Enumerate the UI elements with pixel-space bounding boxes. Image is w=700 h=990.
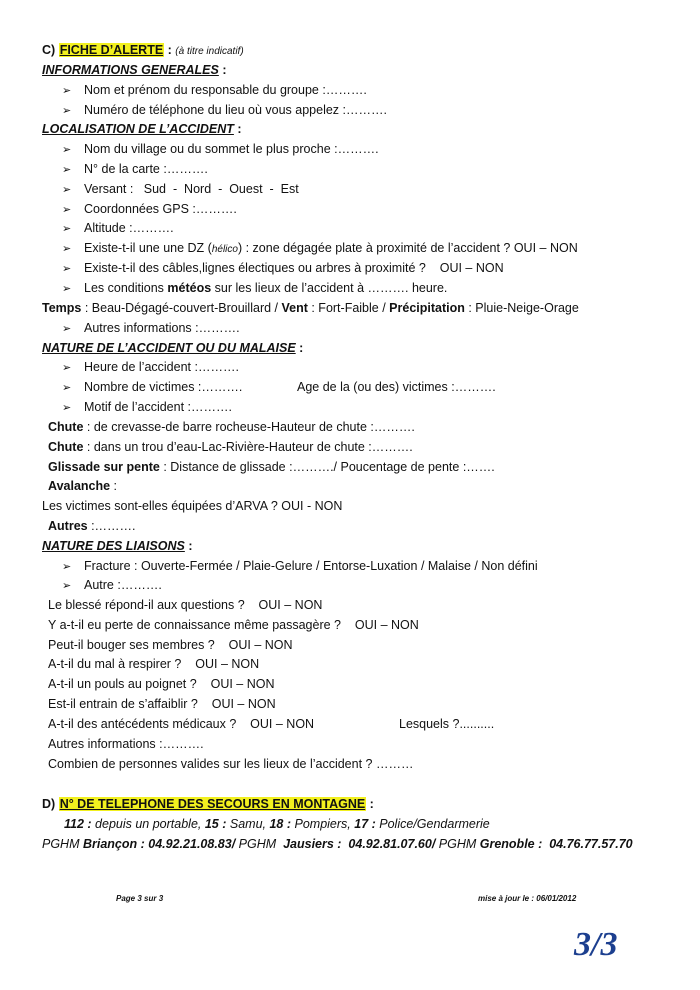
lesquels: Lesquels ?.......... xyxy=(399,717,495,731)
nature-accident-heading: NATURE DE L’ACCIDENT OU DU MALAISE : xyxy=(42,341,304,355)
list-item: ➢ Existe-t-il une une DZ (hélico) : zone dégagée plate à proximité de l’accident ? OUI – NON xyxy=(62,240,578,258)
list-item: ➢ N° de la carte :………. xyxy=(62,161,208,179)
list-item: ➢ Existe-t-il des câbles,lignes électiques ou arbres à proximité ? OUI – NON xyxy=(62,260,504,278)
list-item: ➢ Nombre de victimes :………. xyxy=(62,379,242,397)
chute-crevasse: Chute : de crevasse-de barre rocheuse-Hauteur de chute :………. xyxy=(48,420,415,434)
arrow-bullet-icon: ➢ xyxy=(62,561,72,573)
question-line: A-t-il du mal à respirer ? OUI – NON xyxy=(48,657,260,671)
footer-update-date: mise à jour le : 06/01/2012 xyxy=(478,894,577,903)
list-item: ➢ Versant : Sud - Nord - Ouest - Est xyxy=(62,181,299,199)
arrow-bullet-icon: ➢ xyxy=(62,85,72,97)
list-item: ➢ Fracture : Ouverte-Fermée / Plaie-Gelure / Entorse-Luxation / Malaise / Non défini xyxy=(62,558,538,576)
arrow-bullet-icon: ➢ xyxy=(62,184,72,196)
pghm-numbers: PGHM Briançon : 04.92.21.08.83/ PGHM Jausiers : 04.92.81.07.60/ PGHM Grenoble : 04.76.77.57.70 xyxy=(42,837,633,851)
arrow-bullet-icon: ➢ xyxy=(62,144,72,156)
list-item: ➢ Motif de l’accident :………. xyxy=(62,399,232,417)
emergency-numbers: 112 : depuis un portable, 15 : Samu, 18 : Pompiers, 17 : Police/Gendarmerie xyxy=(64,817,490,831)
list-item: ➢ Coordonnées GPS :………. xyxy=(62,201,237,219)
list-item: ➢ Nom du village ou du sommet le plus proche :………. xyxy=(62,141,379,159)
combien-valides: Combien de personnes valides sur les lieux de l’accident ? ……… xyxy=(48,757,414,771)
question-line: Est-il entrain de s’affaiblir ? OUI – NON xyxy=(48,697,276,711)
arrow-bullet-icon: ➢ xyxy=(62,204,72,216)
liaisons-heading: NATURE DES LIAISONS : xyxy=(42,539,193,553)
arrow-bullet-icon: ➢ xyxy=(62,323,72,335)
question-line: Le blessé répond-il aux questions ? OUI – NON xyxy=(48,598,323,612)
avalanche: Avalanche : xyxy=(48,479,118,493)
autres-accident: Autres :………. xyxy=(48,519,136,533)
age-victimes: Age de la (ou des) victimes :………. xyxy=(297,380,496,394)
question-line: Peut-il bouger ses membres ? OUI – NON xyxy=(48,638,293,652)
question-line: Y a-t-il eu perte de connaissance même passagère ? OUI – NON xyxy=(48,618,419,632)
section-c-note: (à titre indicatif) xyxy=(175,46,244,57)
arrow-bullet-icon: ➢ xyxy=(62,580,72,592)
temps-line: Temps : Beau-Dégagé-couvert-Brouillard / Vent : Fort-Faible / Précipitation : Pluie-Neige-Orage xyxy=(42,301,579,315)
infos-generales-heading: INFORMATIONS GENERALES : xyxy=(42,63,227,77)
arrow-bullet-icon: ➢ xyxy=(62,223,72,235)
arrow-bullet-icon: ➢ xyxy=(62,263,72,275)
list-item: ➢ Numéro de téléphone du lieu où vous appelez :………. xyxy=(62,102,387,120)
list-item: ➢ Autres informations :………. xyxy=(62,320,240,338)
autres-informations: Autres informations :………. xyxy=(48,737,204,751)
arrow-bullet-icon: ➢ xyxy=(62,382,72,394)
list-item: ➢ Heure de l’accident :………. xyxy=(62,359,239,377)
arrow-bullet-icon: ➢ xyxy=(62,105,72,117)
section-c-heading: C) FICHE D’ALERTE : (à titre indicatif) xyxy=(42,43,244,57)
list-item: ➢ Nom et prénom du responsable du groupe :………. xyxy=(62,82,367,100)
glissade: Glissade sur pente : Distance de glissade :………./ Poucentage de pente :……. xyxy=(48,460,495,474)
section-c-title: FICHE D’ALERTE xyxy=(59,43,164,57)
list-item: ➢ Altitude :………. xyxy=(62,220,174,238)
localisation-heading: LOCALISATION DE L’ACCIDENT : xyxy=(42,122,242,136)
question-line: A-t-il un pouls au poignet ? OUI – NON xyxy=(48,677,275,691)
arrow-bullet-icon: ➢ xyxy=(62,164,72,176)
list-item: ➢ Les conditions météos sur les lieux de l’accident à ………. heure. xyxy=(62,280,447,298)
list-item: ➢ Autre :………. xyxy=(62,577,162,595)
arrow-bullet-icon: ➢ xyxy=(62,243,72,255)
section-d-title: N° DE TELEPHONE DES SECOURS EN MONTAGNE xyxy=(59,797,366,811)
footer-page-label: Page 3 sur 3 xyxy=(116,894,164,903)
arrow-bullet-icon: ➢ xyxy=(62,283,72,295)
arrow-bullet-icon: ➢ xyxy=(62,402,72,414)
chute-eau: Chute : dans un trou d’eau-Lac-Rivière-Hauteur de chute :………. xyxy=(48,440,413,454)
section-d-heading: D) N° DE TELEPHONE DES SECOURS EN MONTAGNE : xyxy=(42,797,374,811)
arva-question: Les victimes sont-elles équipées d’ARVA ? OUI - NON xyxy=(42,499,343,513)
arrow-bullet-icon: ➢ xyxy=(62,362,72,374)
page-number: 3/3 xyxy=(574,926,618,963)
question-line: A-t-il des antécédents médicaux ? OUI – NON xyxy=(48,717,315,731)
